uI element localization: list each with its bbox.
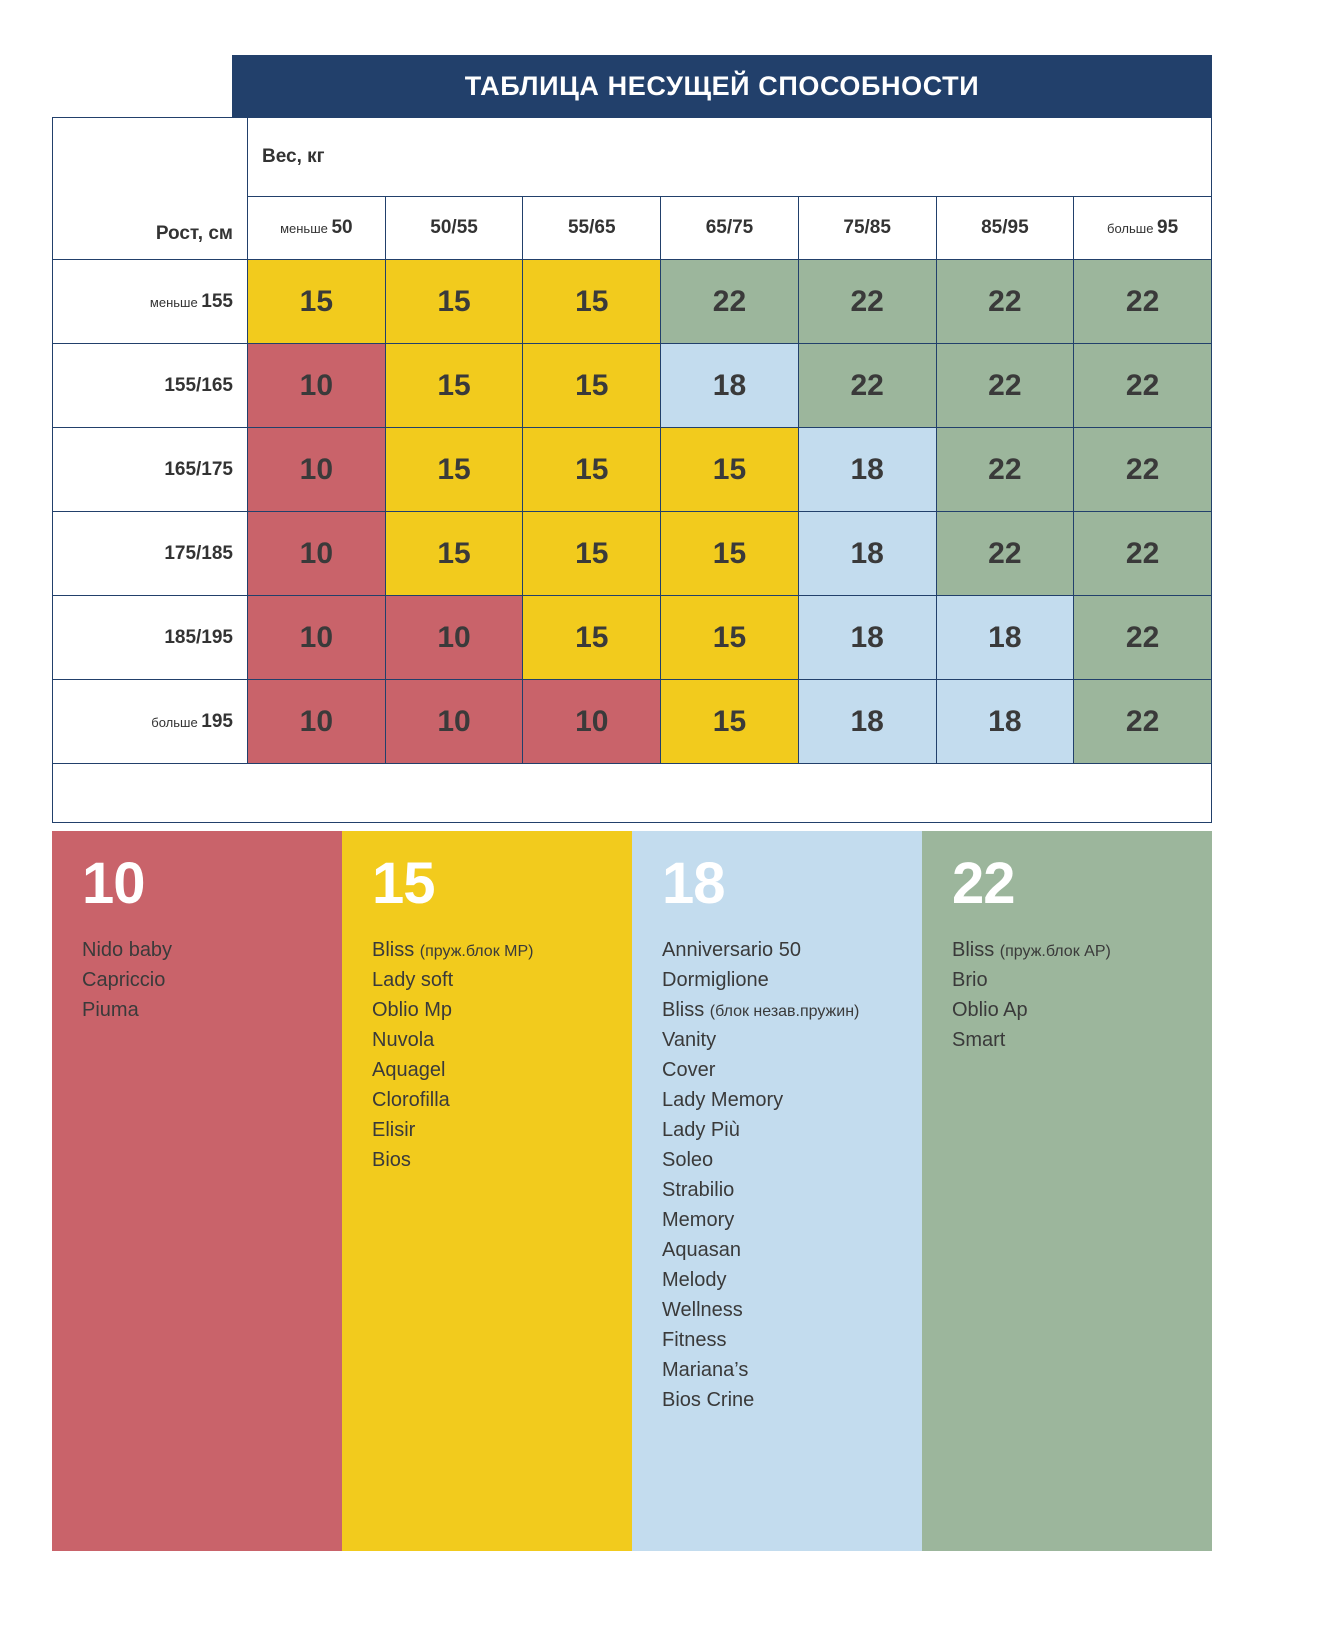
table-spacer-cell bbox=[53, 764, 1212, 823]
height-row-value: 165/175 bbox=[164, 458, 233, 480]
list-item bbox=[372, 1115, 602, 1145]
height-row-prefix: больше bbox=[151, 714, 202, 730]
legend-model-list bbox=[372, 935, 602, 1175]
list-item bbox=[952, 1025, 1182, 1055]
legend-number: 15 bbox=[372, 851, 435, 916]
table-row bbox=[53, 260, 1212, 344]
list-item bbox=[82, 995, 312, 1025]
model-name: Clorofilla bbox=[372, 1089, 450, 1111]
height-row-value: 155/165 bbox=[164, 374, 233, 396]
list-item bbox=[372, 935, 602, 965]
capacity-cell: 10 bbox=[385, 680, 523, 764]
model-name: Lady Più bbox=[662, 1119, 740, 1141]
capacity-cell: 22 bbox=[1074, 428, 1212, 512]
capacity-cell: 22 bbox=[1074, 596, 1212, 680]
capacity-cell: 22 bbox=[1074, 344, 1212, 428]
model-name: Anniversario 50 bbox=[662, 939, 801, 961]
model-name: Cover bbox=[662, 1059, 716, 1081]
capacity-cell: 15 bbox=[523, 512, 661, 596]
list-item bbox=[372, 1025, 602, 1055]
capacity-cell: 15 bbox=[385, 260, 523, 344]
list-item bbox=[662, 1145, 892, 1175]
list-item bbox=[662, 1055, 892, 1085]
model-name: Bios Crine bbox=[662, 1389, 755, 1411]
legend-group-18 bbox=[632, 831, 922, 1551]
page-title-bar bbox=[232, 55, 1212, 117]
table-row bbox=[53, 344, 1212, 428]
legend-group-22 bbox=[922, 831, 1212, 1551]
weight-column-header bbox=[1074, 197, 1212, 260]
weight-axis-label: Вес, кг bbox=[262, 146, 325, 167]
model-name: Lady Memory bbox=[662, 1089, 784, 1111]
list-item bbox=[952, 965, 1182, 995]
list-item bbox=[952, 935, 1182, 965]
list-item bbox=[662, 1115, 892, 1145]
capacity-cell: 15 bbox=[523, 260, 661, 344]
list-item bbox=[662, 1385, 892, 1415]
model-name: Bliss bbox=[372, 939, 420, 961]
height-row-label bbox=[53, 512, 248, 596]
capacity-cell: 10 bbox=[248, 344, 386, 428]
load-capacity-table bbox=[52, 117, 1212, 823]
weight-column-prefix: больше bbox=[1107, 221, 1158, 236]
model-name: Dormiglione bbox=[662, 969, 769, 991]
model-name: Melody bbox=[662, 1269, 727, 1291]
list-item bbox=[372, 965, 602, 995]
height-row-value: 185/195 bbox=[164, 626, 233, 648]
capacity-cell: 22 bbox=[1074, 512, 1212, 596]
list-item bbox=[372, 1055, 602, 1085]
weight-column-header bbox=[798, 197, 936, 260]
capacity-cell: 18 bbox=[661, 344, 799, 428]
model-name: Memory bbox=[662, 1209, 735, 1231]
weight-axis-label-cell bbox=[248, 118, 1212, 197]
model-name: Piuma bbox=[82, 999, 139, 1021]
list-item bbox=[662, 965, 892, 995]
list-item bbox=[662, 1355, 892, 1385]
list-item bbox=[662, 1295, 892, 1325]
model-note: (пруж.блок MP) bbox=[419, 943, 534, 960]
list-item bbox=[662, 1235, 892, 1265]
model-name: Strabilio bbox=[662, 1179, 735, 1201]
model-name: Fitness bbox=[662, 1329, 727, 1351]
height-row-label bbox=[53, 680, 248, 764]
height-axis-label-cell bbox=[53, 118, 248, 260]
legend-number: 10 bbox=[82, 851, 145, 916]
weight-column-prefix: меньше bbox=[280, 221, 332, 236]
model-name: Wellness bbox=[662, 1299, 743, 1321]
table-row bbox=[53, 596, 1212, 680]
load-capacity-sheet bbox=[52, 55, 1212, 1551]
legend-model-list bbox=[952, 935, 1182, 1055]
list-item bbox=[82, 935, 312, 965]
capacity-cell: 18 bbox=[936, 680, 1074, 764]
capacity-cell: 15 bbox=[523, 428, 661, 512]
weight-column-header bbox=[523, 197, 661, 260]
capacity-cell: 18 bbox=[798, 680, 936, 764]
height-row-label bbox=[53, 596, 248, 680]
capacity-cell: 10 bbox=[248, 428, 386, 512]
capacity-cell: 15 bbox=[385, 512, 523, 596]
model-name: Vanity bbox=[662, 1029, 717, 1051]
capacity-cell: 10 bbox=[248, 596, 386, 680]
height-row-value: 155 bbox=[201, 290, 233, 312]
capacity-cell: 22 bbox=[661, 260, 799, 344]
weight-column-value: 55/65 bbox=[567, 217, 616, 238]
capacity-cell: 15 bbox=[661, 680, 799, 764]
model-name: Bliss bbox=[952, 939, 1000, 961]
list-item bbox=[82, 965, 312, 995]
model-note: (пруж.блок AP) bbox=[999, 943, 1111, 960]
capacity-cell: 15 bbox=[661, 428, 799, 512]
capacity-cell: 10 bbox=[248, 512, 386, 596]
legend-group-10 bbox=[52, 831, 342, 1551]
weight-header-row bbox=[53, 118, 1212, 197]
height-row-prefix: меньше bbox=[149, 294, 202, 310]
model-name: Lady soft bbox=[372, 969, 454, 991]
weight-column-header bbox=[661, 197, 799, 260]
capacity-cell: 22 bbox=[798, 344, 936, 428]
model-name: Mariana’s bbox=[662, 1359, 749, 1381]
weight-column-header bbox=[385, 197, 523, 260]
table-row bbox=[53, 428, 1212, 512]
capacity-cell: 15 bbox=[661, 596, 799, 680]
height-row-label bbox=[53, 344, 248, 428]
capacity-cell: 10 bbox=[248, 680, 386, 764]
weight-column-value: 50 bbox=[331, 217, 353, 238]
model-name: Elisir bbox=[372, 1119, 416, 1141]
list-item bbox=[372, 1085, 602, 1115]
capacity-cell: 22 bbox=[798, 260, 936, 344]
capacity-cell: 15 bbox=[523, 344, 661, 428]
capacity-cell: 18 bbox=[798, 428, 936, 512]
weight-column-value: 50/55 bbox=[430, 217, 478, 238]
capacity-cell: 22 bbox=[936, 344, 1074, 428]
table-row bbox=[53, 512, 1212, 596]
list-item bbox=[372, 1145, 602, 1175]
weight-column-value: 85/95 bbox=[981, 217, 1029, 238]
model-name: Oblio Ap bbox=[952, 999, 1028, 1021]
capacity-cell: 15 bbox=[385, 344, 523, 428]
list-item bbox=[372, 995, 602, 1025]
legend-model-list bbox=[662, 935, 892, 1415]
capacity-cell: 22 bbox=[1074, 260, 1212, 344]
legend-model-list bbox=[82, 935, 312, 1025]
model-name: Aquasan bbox=[662, 1239, 741, 1261]
model-name: Smart bbox=[952, 1029, 1006, 1051]
capacity-cell: 10 bbox=[523, 680, 661, 764]
table-spacer-row bbox=[53, 764, 1212, 823]
legend-number: 18 bbox=[662, 851, 725, 916]
table-row bbox=[53, 680, 1212, 764]
list-item bbox=[662, 1025, 892, 1055]
model-name: Nido baby bbox=[82, 939, 173, 961]
model-name: Nuvola bbox=[372, 1029, 435, 1051]
capacity-cell: 18 bbox=[798, 596, 936, 680]
model-note: (блок незав.пружин) bbox=[709, 1003, 860, 1020]
model-name: Bios bbox=[372, 1149, 411, 1171]
model-name: Oblio Mp bbox=[372, 999, 453, 1021]
height-row-label bbox=[53, 428, 248, 512]
capacity-cell: 18 bbox=[936, 596, 1074, 680]
list-item bbox=[662, 1265, 892, 1295]
weight-column-header bbox=[248, 197, 386, 260]
legend-group-15 bbox=[342, 831, 632, 1551]
weight-column-value: 75/85 bbox=[843, 217, 891, 238]
capacity-cell: 15 bbox=[523, 596, 661, 680]
list-item bbox=[662, 1175, 892, 1205]
capacity-cell: 10 bbox=[385, 596, 523, 680]
capacity-cell: 22 bbox=[936, 260, 1074, 344]
weight-column-header bbox=[936, 197, 1074, 260]
height-axis-label: Рост, см bbox=[155, 223, 233, 244]
list-item bbox=[952, 995, 1182, 1025]
page-title: ТАБЛИЦА НЕСУЩЕЙ СПОСОБНОСТИ bbox=[464, 70, 980, 101]
height-row-value: 195 bbox=[201, 710, 233, 732]
weight-column-value: 65/75 bbox=[705, 217, 754, 238]
model-name: Brio bbox=[952, 969, 988, 991]
list-item bbox=[662, 935, 892, 965]
capacity-cell: 22 bbox=[1074, 680, 1212, 764]
model-name: Soleo bbox=[662, 1149, 714, 1171]
capacity-cell: 22 bbox=[936, 428, 1074, 512]
capacity-cell: 15 bbox=[661, 512, 799, 596]
capacity-cell: 15 bbox=[248, 260, 386, 344]
list-item bbox=[662, 995, 892, 1025]
list-item bbox=[662, 1205, 892, 1235]
legend-number: 22 bbox=[952, 851, 1015, 916]
legend bbox=[52, 831, 1212, 1551]
table-body bbox=[53, 118, 1212, 823]
height-row-value: 175/185 bbox=[164, 542, 233, 564]
weight-column-value: 95 bbox=[1157, 217, 1179, 238]
capacity-cell: 18 bbox=[798, 512, 936, 596]
list-item bbox=[662, 1325, 892, 1355]
model-name: Capriccio bbox=[82, 969, 166, 991]
model-name: Bliss bbox=[662, 999, 710, 1021]
capacity-cell: 15 bbox=[385, 428, 523, 512]
height-row-label bbox=[53, 260, 248, 344]
model-name: Aquagel bbox=[372, 1059, 446, 1081]
list-item bbox=[662, 1085, 892, 1115]
capacity-cell: 22 bbox=[936, 512, 1074, 596]
